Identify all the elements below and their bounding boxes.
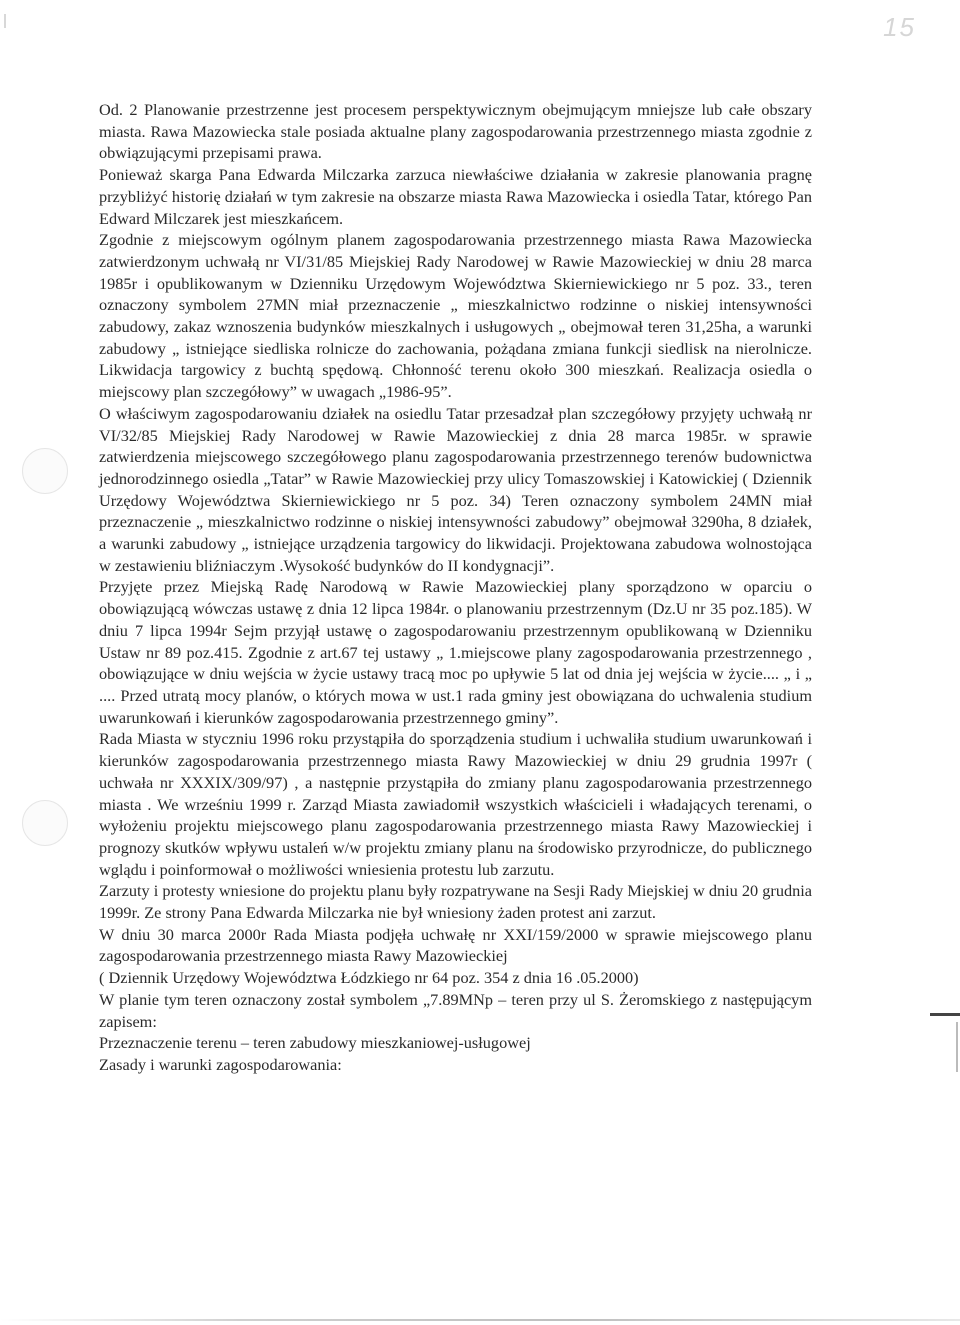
scan-bottom-edge xyxy=(0,1319,960,1321)
paragraph-8: W dniu 30 marca 2000r Rada Miasta podjęła uchwałę nr XXI/159/2000 w sprawie miejscowego planu zagospodarowania przestrzennego miasta Rawy Mazowieckiej xyxy=(99,924,812,966)
scan-edge-mark xyxy=(930,1013,960,1016)
punch-hole-upper xyxy=(22,448,68,494)
paragraph-3: Zgodnie z miejscowym ogólnym planem zagospodarowania przestrzennego miasta Rawa Mazowiecka zatwierdzonym uchwałą nr VI/31/85 Miejskiej Rady Narodowej w Rawie Mazowieckiej w dniu 28 marca 1985r i opublikowanym w Dzienniku Urzędowym Województwa Skierniewickiego nr 5 poz. 33., teren oznaczony symbolem 27MN miał przeznaczenie „ mieszkalnictwo rodzinne o niskiej intensywności zabudowy, zakaz wznoszenia budynków mieszkalnych i usługowych „ obejmował teren 31,25ha, a warunki zabudowy „ istniejące siedliska rolnicze do zachowania, pożądana zmiana funkcji siedlisk na nierolnicze. Likwidacja targowicy z buchtą spędową. Chłonność terenu około 300 mieszkań. Realizacja osiedla o miejscowy plan szczegółowy” w uwagach „1986-95”. xyxy=(99,230,812,402)
scan-edge-line xyxy=(956,1022,958,1072)
page-number: 15 xyxy=(883,12,916,42)
paragraph-10: W planie tym teren oznaczony został symbolem „7.89MNp – teren przy ul S. Żeromskiego z następującym zapisem: xyxy=(99,989,812,1031)
punch-hole-lower xyxy=(22,800,68,846)
paragraph-12: Zasady i warunki zagospodarowania: xyxy=(99,1054,342,1074)
paragraph-11: Przeznaczenie terenu – teren zabudowy mieszkaniowej-usługowej xyxy=(99,1033,531,1053)
paragraph-6: Rada Miasta w styczniu 1996 roku przystąpiła do sporządzenia studium i uchwaliła studium uwarunkowań i kierunków zagospodarowania przestrzennego miasta Rawy Mazowieckiej w dniu 29 grudnia 1997r ( uchwała nr XXXIX/309/97) , a następnie przystąpiła do zmiany planu zagospodarowania przestrzennego miasta . We wrześniu 1999 r. Zarząd Miasta zawiadomił wszystkich właścicieli i władających terenami, o wyłożeniu projektu miejscowego planu zagospodarowania przestrzennego miasta Rawy Mazowieckiej i prognozy skutków wpływu ustaleń w/w projektu zmiany planu na środowisko przyrodnicze, do publicznego wglądu i poinformował o możliwości wniesienia protestu lub zarzutu. xyxy=(99,729,812,879)
paragraph-4: O właściwym zagospodarowaniu działek na osiedlu Tatar przesadzał plan szczegółowy przyjęty uchwałą nr VI/32/85 Miejskiej Rady Narodowej w Rawie Mazowieckiej z dnia 28 marca 1985r. w sprawie zatwierdzenia miejscowego szczegółowego planu zagospodarowania przestrzennego terenów budownictwa jednorodzinnego osiedla „Tatar” w Rawie Mazowieckiej przy ulicy Tomaszowskiej i Katowickiej ( Dziennik Urzędowy Województwa Skierniewickiego nr 5 poz. 34) Teren oznaczony symbolem 24MN miał przeznaczenie „ mieszkalnictwo rodzinne o niskiej intensywności zabudowy” obejmował 3290ha, 8 działek, a warunki zabudowy „ istniejące urządzenia targowicy do likwidacji. Projektowana zabudowa wolnostojąca w zestawieniu bliźniaczym .Wysokość budynków do II kondygnacji”. xyxy=(99,403,812,575)
scan-corner-mark xyxy=(4,14,6,28)
paragraph-5: Przyjęte przez Miejską Radę Narodową w Rawie Mazowieckiej plany sporządzono w oparciu o obowiązującą wówczas ustawę z dnia 12 lipca 1984r. o planowaniu przestrzennym (Dz.U nr 35 poz.185). W dniu 7 lipca 1994r Sejm przyjął ustawę o zagospodarowaniu przestrzennym opublikowaną w Dzienniku Ustaw nr 89 poz.415. Zgodnie z art.67 tej ustawy „ 1.miejscowe plany zagospodarowania przestrzennego , obowiązujące w dniu wejścia w życie ustawy tracą moc po upływie 5 lat od dnia jej wejścia w życie.... „ i „ .... Przed utratą mocy planów, o których mowa w ust.1 rada gminy jest obowiązana do uchwalenia studium uwarunkowań i kierunków zagospodarowania przestrzennego gminy”. xyxy=(99,577,812,727)
paragraph-1: Od. 2 Planowanie przestrzenne jest procesem perspektywicznym obejmującym mniejsze lub całe obszary miasta. Rawa Mazowiecka stale posiada aktualne plany zagospodarowania przestrzennego miasta zgodnie z obwiązującymi przepisami prawa. xyxy=(99,100,812,163)
paragraph-9: ( Dziennik Urzędowy Województwa Łódzkiego nr 64 poz. 354 z dnia 16 .05.2000) xyxy=(99,968,639,988)
paragraph-7: Zarzuty i protesty wniesione do projektu planu były rozpatrywane na Sesji Rady Miejskiej w dniu 20 grudnia 1999r. Ze strony Pana Edwarda Milczarka nie był wniesiony żaden protest ani zarzut. xyxy=(99,881,812,923)
paragraph-2: Ponieważ skarga Pana Edwarda Milczarka zarzuca niewłaściwe działania w zakresie planowania pragnę przybliżyć historię działań w tym zakresie na obszarze miasta Rawa Mazowiecka i osiedla Tatar, którego Pan Edward Milczarek jest mieszkańcem. xyxy=(99,165,812,228)
document-body xyxy=(99,99,812,1076)
